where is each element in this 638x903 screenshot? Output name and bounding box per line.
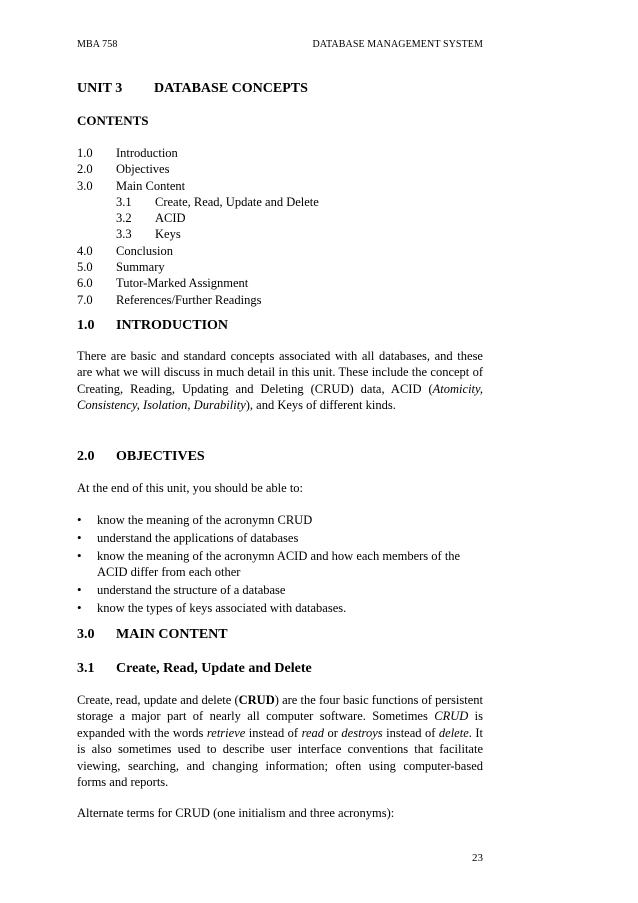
toc-item: 7.0 References/Further Readings	[77, 292, 262, 307]
header-course-title: DATABASE MANAGEMENT SYSTEM	[312, 39, 483, 50]
unit-title	[77, 81, 308, 97]
crud-paragraph: Create, read, update and delete (CRUD) are the four basic functions of persistent storage a major part of nearly all computer software. Sometimes CRUD is expanded with the words retrieve instead of read or destroys instead of delete. It is also sometimes used to describe user interface conventions that facilitate viewing, searching, and changing information; often using computer-based forms and reports.	[77, 693, 483, 790]
bullet-icon: •	[77, 547, 82, 563]
toc-item: 2.0 Objectives	[77, 162, 170, 177]
objectives-lead: At the end of this unit, you should be able to:	[77, 481, 304, 495]
introduction-heading: 1.0 INTRODUCTION	[77, 318, 229, 333]
toc-subitem: 3.1 Create, Read, Update and Delete	[116, 194, 319, 209]
toc-item: 5.0 Summary	[77, 260, 165, 275]
objectives-heading: 2.0 OBJECTIVES	[77, 449, 205, 464]
list-item: • know the types of keys associated with databases.	[77, 600, 347, 616]
header-course-code: MBA 758	[77, 39, 118, 50]
toc-item: 3.0 Main Content	[77, 178, 186, 193]
list-item: • know the meaning of the acronymn ACID and how each members of the ACID differ from each other	[77, 547, 461, 580]
crud-alternate-terms: Alternate terms for CRUD (one initialism and three acronyms):	[77, 806, 395, 820]
introduction-paragraph: There are basic and standard concepts associated with all databases, and these are what we will discuss in much detail in this unit. These include the concept of Creating, Reading, Updating and Deleting (CRUD) data, ACID (Atomicity, Consistency, Isolation, Durability), and Keys of different kinds.	[77, 349, 483, 413]
crud-heading: 3.1 Create, Read, Update and Delete	[77, 661, 312, 676]
toc-item: 1.0 Introduction	[77, 146, 178, 160]
bullet-icon: •	[77, 529, 82, 545]
bullet-icon: •	[77, 600, 82, 616]
bullet-icon: •	[77, 582, 82, 598]
table-of-contents	[77, 145, 319, 308]
unit-number: UNIT 3	[77, 81, 123, 96]
bullet-icon: •	[77, 512, 82, 527]
main-content-heading: 3.0 MAIN CONTENT	[77, 627, 228, 642]
contents-heading: CONTENTS	[77, 113, 149, 128]
toc-item: 4.0 Conclusion	[77, 243, 173, 258]
page-number: 23	[472, 852, 483, 864]
objectives-list	[77, 512, 483, 618]
list-item: • understand the applications of databases	[77, 529, 299, 545]
toc-item: 6.0 Tutor-Marked Assignment	[77, 276, 249, 291]
document-page	[77, 0, 483, 903]
unit-name: DATABASE CONCEPTS	[154, 81, 308, 96]
toc-subitem: 3.3 Keys	[116, 227, 181, 242]
toc-subitem: 3.2 ACID	[116, 211, 186, 226]
list-item: • understand the structure of a database	[77, 582, 286, 598]
list-item: • know the meaning of the acronymn CRUD	[77, 512, 313, 527]
